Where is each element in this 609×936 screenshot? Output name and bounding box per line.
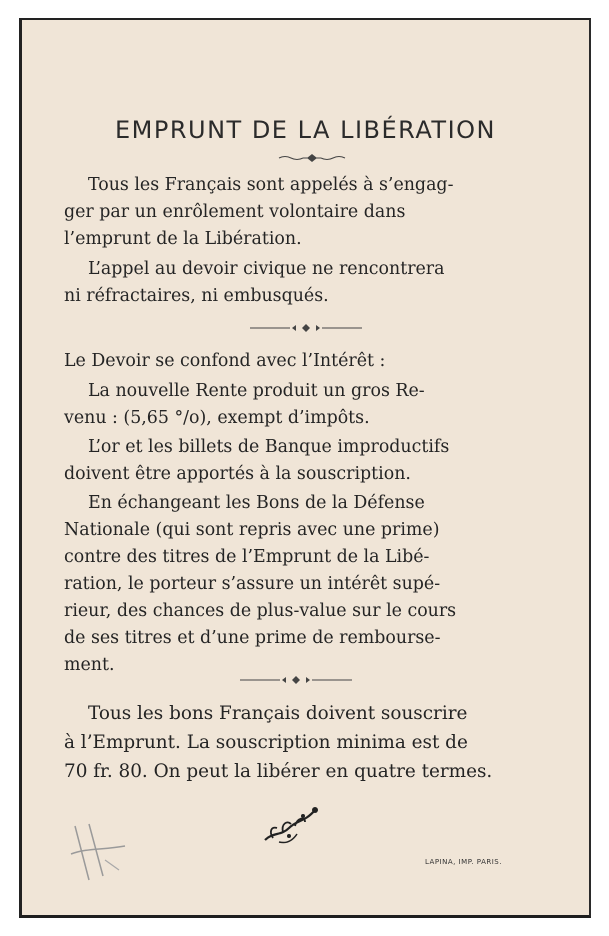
paragraph-rente: La nouvelle Rente produit un gros Re- venu : (5,65 °/o), exempt d’impôts. [64, 381, 425, 428]
document-card [19, 18, 591, 918]
document-title: EMPRUNT DE LA LIBÉRATION [115, 116, 496, 144]
paragraph-bons-defense: En échangeant les Bons de la Défense Nationale (qui sont repris avec une prime) contre des titres de l’Emprunt de la Libé- ration, le porteur s’assure un intérêt supé- rieur, des chances de plus-value sur le cours de ses titres et d’une prime de rembourse- ment. [64, 493, 457, 675]
ornament-divider-top [277, 152, 347, 164]
paragraph-enrolement: Tous les Français sont appelés à s’engag- ger par un enrôlement volontaire dans l’emprunt de la Libération. [64, 175, 454, 249]
printer-imprint: LAPINA, IMP. PARIS. [425, 858, 502, 866]
ornament-divider-bottom [240, 675, 352, 685]
paragraph-or-billets: L’or et les billets de Banque improductifs doivent être apportés à la souscription. [64, 437, 450, 484]
paragraph-devoir-civique: L’appel au devoir civique ne rencontrera ni réfractaires, ni embusqués. [64, 259, 445, 306]
ornament-divider-middle [250, 323, 362, 333]
floral-flourish-icon [259, 802, 323, 846]
paragraph-souscrire: Tous les bons Français doivent souscrire à l’Emprunt. La souscription minima est de 70 fr. 80. On peut la libérer en quatre termes. [64, 703, 493, 782]
pencil-mark-icon [69, 820, 131, 886]
paragraph-devoir-interet: Le Devoir se confond avec l’Intérêt : [64, 351, 386, 371]
